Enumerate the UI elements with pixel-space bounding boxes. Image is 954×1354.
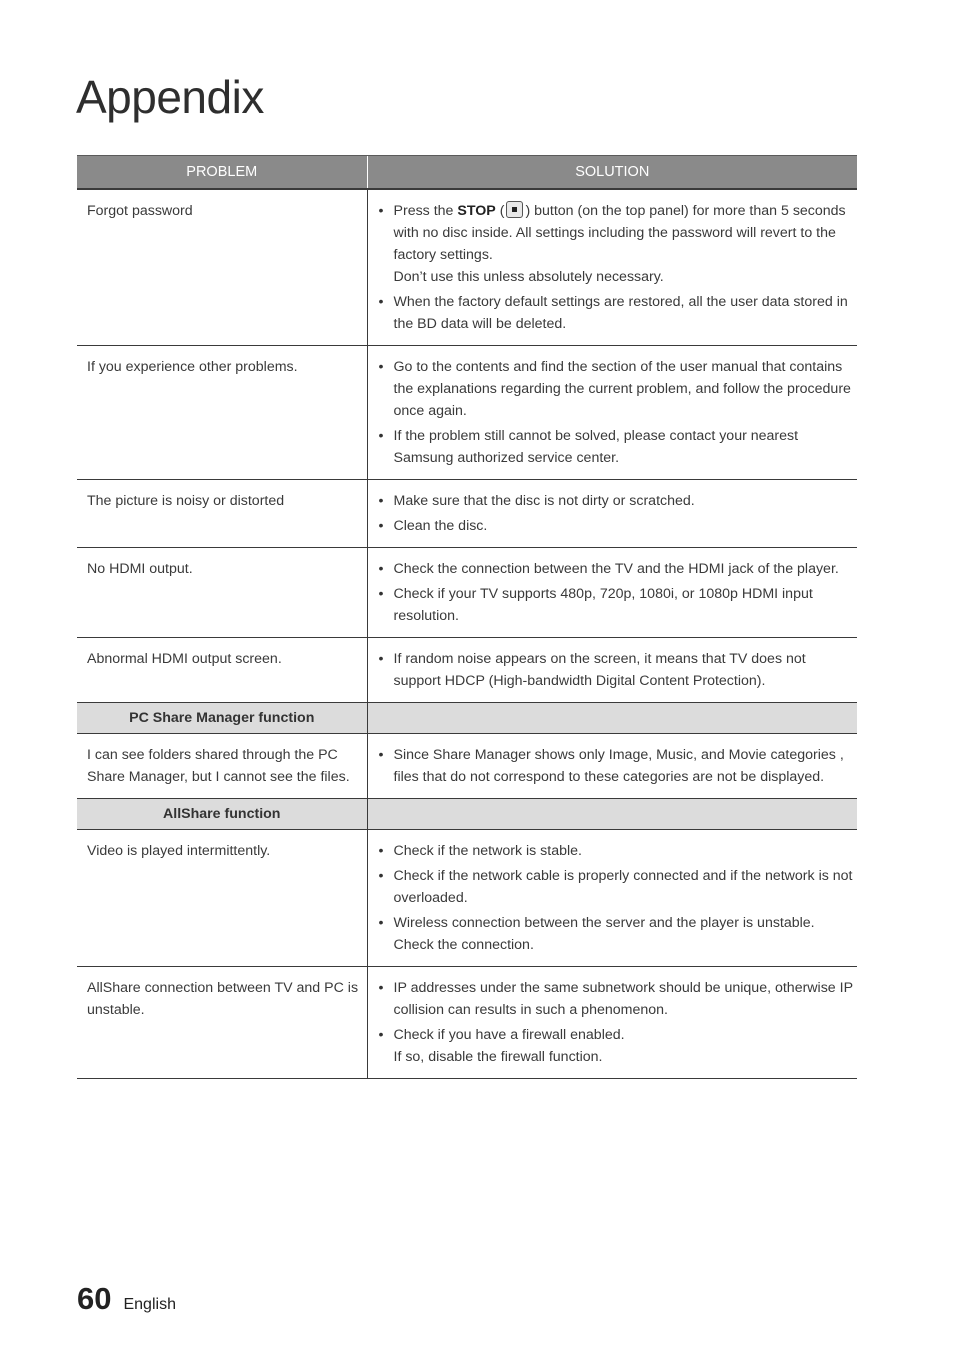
- troubleshooting-table: [77, 155, 857, 1079]
- solution-subtext: If so, disable the firewall function.: [393, 1049, 603, 1065]
- solution-item: [378, 1024, 854, 1068]
- solution-item: • When the factory default settings are restored, all the user data stored in the BD data will be deleted.: [378, 291, 854, 335]
- solution-subtext: Don’t use this unless absolutely necessary.: [393, 269, 664, 285]
- page-number: 60: [77, 1281, 112, 1316]
- solution-item: • Since Share Manager shows only Image, Music, and Movie categories , files that do not correspond to these categories are not be displayed.: [378, 744, 854, 788]
- solution-item: • Go to the contents and find the section of the user manual that contains the explanations regarding the current problem, and follow the procedure once again.: [378, 356, 854, 422]
- section-empty-cell: [367, 703, 857, 734]
- solution-list: [378, 558, 854, 627]
- problem-cell: If you experience other problems.: [77, 346, 367, 480]
- solution-text: ) button (on the top panel) for more than 5 seconds with no disc inside. All settings including the password will revert to the factory settings.: [393, 203, 846, 263]
- problem-cell: AllShare connection between TV and PC is unstable.: [77, 967, 367, 1079]
- language-label: English: [123, 1296, 176, 1313]
- solution-item: • Check the connection between the TV and the HDMI jack of the player.: [378, 558, 854, 580]
- problem-cell: I can see folders shared through the PC Share Manager, but I cannot see the files.: [77, 734, 367, 799]
- page-footer: [77, 1281, 176, 1317]
- problem-column-header: PROBLEM: [77, 156, 367, 190]
- table-row: [77, 189, 857, 346]
- section-empty-cell: [367, 799, 857, 830]
- solution-cell: [367, 638, 857, 703]
- solution-text: Check if you have a firewall enabled.: [393, 1027, 625, 1043]
- solution-cell: [367, 830, 857, 967]
- solution-cell: [367, 548, 857, 638]
- solution-list: [378, 200, 854, 335]
- solution-cell: [367, 346, 857, 480]
- table-row: [77, 830, 857, 967]
- table-row: [77, 548, 857, 638]
- stop-key-label: STOP: [457, 203, 496, 219]
- solution-list: [378, 744, 854, 788]
- page-title: Appendix: [76, 71, 264, 123]
- solution-item: • Make sure that the disc is not dirty or scratched.: [378, 490, 854, 512]
- solution-cell: [367, 967, 857, 1079]
- paren-open: (: [499, 203, 505, 219]
- solution-cell: [367, 734, 857, 799]
- solution-item: • IP addresses under the same subnetwork should be unique, otherwise IP collision can results in such a phenomenon.: [378, 977, 854, 1021]
- solution-list: [378, 840, 854, 956]
- solution-list: [378, 648, 854, 692]
- solution-item: [378, 912, 854, 956]
- table-row: [77, 638, 857, 703]
- solution-subtext: Check the connection.: [393, 937, 534, 953]
- solution-column-header: SOLUTION: [367, 156, 857, 190]
- section-header-row: [77, 703, 857, 734]
- stop-button-icon: [506, 201, 523, 218]
- solution-cell: [367, 480, 857, 548]
- table-header-row: [77, 156, 857, 190]
- table-row: [77, 967, 857, 1079]
- solution-item: • Check if the network cable is properly connected and if the network is not overloaded.: [378, 865, 854, 909]
- section-title: PC Share Manager function: [77, 703, 367, 734]
- table-row: [77, 734, 857, 799]
- section-title: AllShare function: [77, 799, 367, 830]
- solution-list: [378, 977, 854, 1068]
- solution-item: • Check if your TV supports 480p, 720p, 1080i, or 1080p HDMI input resolution.: [378, 583, 854, 627]
- table-row: [77, 480, 857, 548]
- solution-item: • Clean the disc.: [378, 515, 854, 537]
- solution-item: • Check if the network is stable.: [378, 840, 854, 862]
- solution-cell: [367, 189, 857, 346]
- solution-item: [378, 200, 854, 288]
- solution-text: Wireless connection between the server and the player is unstable.: [393, 915, 815, 931]
- section-header-row: [77, 799, 857, 830]
- problem-cell: Video is played intermittently.: [77, 830, 367, 967]
- problem-cell: The picture is noisy or distorted: [77, 480, 367, 548]
- solution-item: • If random noise appears on the screen, it means that TV does not support HDCP (High-bandwidth Digital Content Protection).: [378, 648, 854, 692]
- solution-list: [378, 356, 854, 469]
- problem-cell: No HDMI output.: [77, 548, 367, 638]
- table-row: [77, 346, 857, 480]
- problem-cell: Forgot password: [77, 189, 367, 346]
- problem-cell: Abnormal HDMI output screen.: [77, 638, 367, 703]
- solution-item: • If the problem still cannot be solved, please contact your nearest Samsung authorized service center.: [378, 425, 854, 469]
- solution-list: [378, 490, 854, 537]
- solution-text: Press the: [393, 203, 454, 219]
